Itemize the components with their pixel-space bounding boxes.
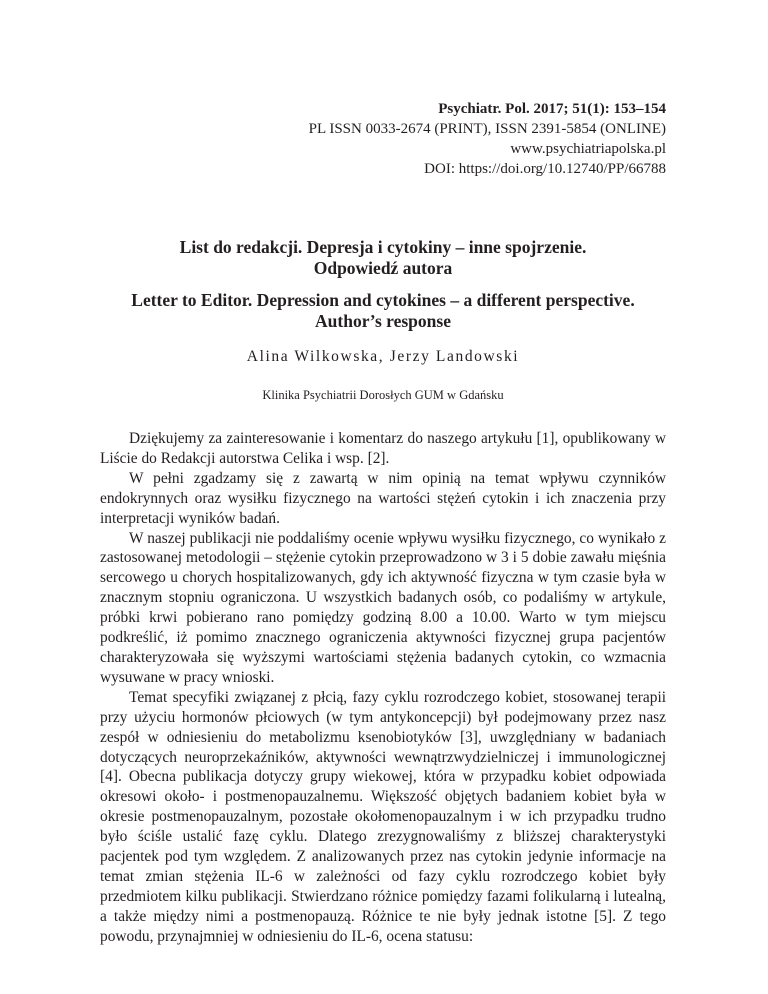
journal-header	[309, 99, 666, 179]
article-titles	[100, 237, 666, 332]
article-page	[100, 0, 666, 994]
journal-citation: Psychiatr. Pol. 2017; 51(1): 153–154	[438, 101, 666, 117]
title-english-line-1: Letter to Editor. Depression and cytokines – a different perspective.	[131, 290, 635, 310]
journal-website: www.psychiatriapolska.pl	[510, 141, 666, 157]
authors: Alina Wilkowska, Jerzy Landowski	[246, 348, 520, 365]
article-body	[100, 429, 666, 947]
paragraph-2: W pełni zgadzamy się z zawartą w nim opinią na temat wpływu czynników endokrynnych oraz wysiłku fizycznego na wartości stężeń cytokin i ich znaczenia przy interpretacji wyników badań.	[100, 469, 666, 527]
title-polish-line-1: List do redakcji. Depresja i cytokiny – inne spojrzenie.	[179, 237, 587, 257]
issn-line: PL ISSN 0033-2674 (PRINT), ISSN 2391-5854 (ONLINE)	[308, 121, 666, 137]
paragraph-1: Dziękujemy za zainteresowanie i komentarz do naszego artykułu [1], opublikowany w Liście do Redakcji autorstwa Celika i wsp. [2].	[100, 430, 666, 467]
doi-line: DOI: https://doi.org/10.12740/PP/66788	[424, 161, 666, 177]
title-english-line-2: Author’s response	[315, 311, 451, 331]
title-polish	[100, 237, 666, 279]
paragraph-3: W naszej publikacji nie poddaliśmy ocenie wpływu wysiłku fizycznego, co wynikało z zastosowanej metodologii – stężenie cytokin przeprowadzono w 3 i 5 dobie zawału mięśnia sercowego u chorych hospitalizowanych, gdy ich aktywność fizyczna w tym czasie była w znacznym stopniu ograniczona. U wszystkich badanych osób, co podaliśmy w artykule, próbki krwi pobierano rano pomiędzy godziną 8.00 a 10.00. Warto w tym miejscu podkreślić, iż pomimo znacznego ograniczenia aktywności fizycznej grupa pacjentów charakteryzowała się wyższymi wartościami stężenia badanych cytokin, co wzmacnia wysuwane w pracy wnioski.	[100, 529, 666, 686]
title-english	[100, 290, 666, 332]
paragraph-4: Temat specyfiki związanej z płcią, fazy cyklu rozrodczego kobiet, stosowanej terapii przy użyciu hormonów płciowych (w tym antykoncepcji) był podejmowany przez nasz zespół w odniesieniu do metabolizmu ksenobiotyków [3], uwzględniany w badaniach dotyczących neuroprzekaźników, aktywności wewnątrzwydzielniczej i immunologicznej [4]. Obecna publikacja dotyczy grupy wiekowej, która w przypadku kobiet odpowiada okresowi około- i postmenopauzalnemu. Większość objętych badaniem kobiet była w okresie postmenopauzalnym, pozostałe okołomenopauzalnym i w ich przypadku trudno było ściśle ustalić fazę cyklu. Dlatego zrezygnowaliśmy z bliższej charakterystyki pacjentek pod tym względem. Z analizowanych przez nas cytokin jedynie informacje na temat zmian stężenia IL-6 w zależności od fazy cyklu rozrodczego kobiet były przedmiotem kilku publikacji. Stwierdzano różnice pomiędzy fazami folikularną i lutealną, a także między nimi a postmenopauzą. Różnice te nie były jednak istotne [5]. Z tego powodu, przynajmniej w odniesieniu do IL-6, ocena statusu:	[100, 688, 666, 945]
title-polish-line-2: Odpowiedź autora	[313, 258, 453, 278]
affiliation: Klinika Psychiatrii Dorosłych GUM w Gdańsku	[262, 388, 504, 402]
